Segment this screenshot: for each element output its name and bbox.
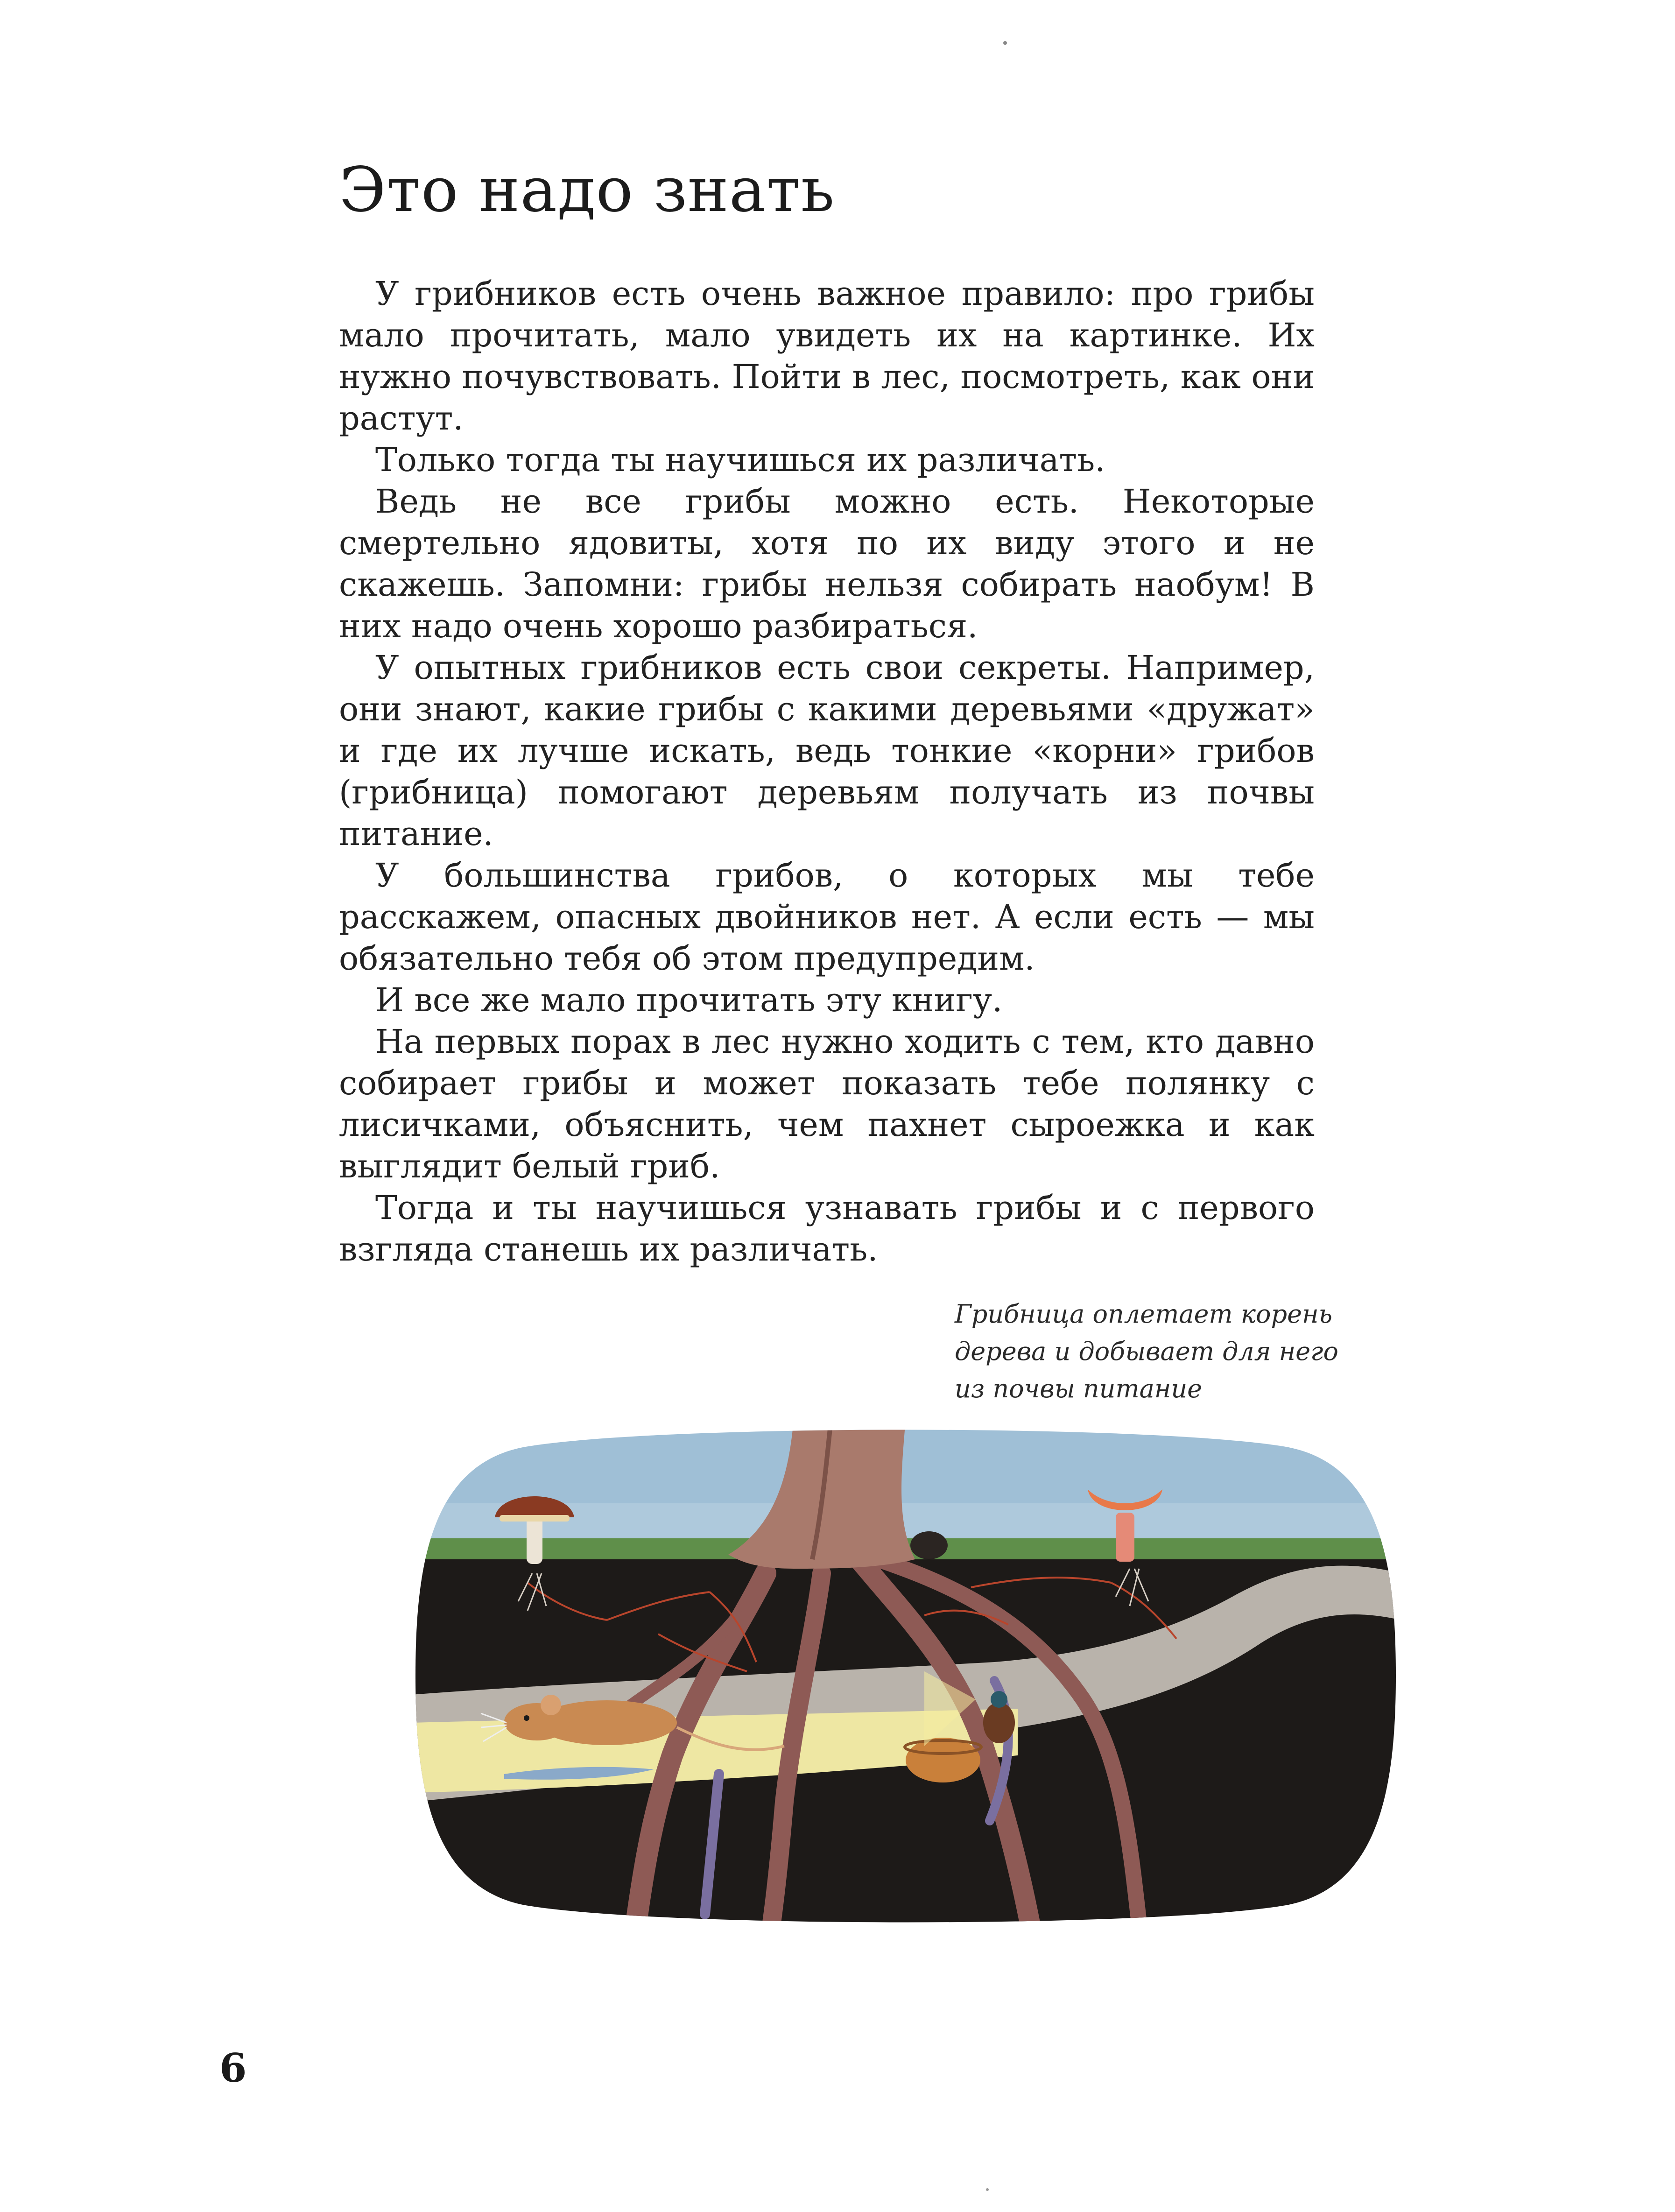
mouse-eye (524, 1715, 529, 1721)
speck (1003, 41, 1007, 45)
body-text (339, 273, 1315, 1270)
mycelium-illustration (411, 1419, 1401, 1933)
chanterelle-stem (1116, 1513, 1134, 1562)
paragraph: Ведь не все грибы можно есть. Некоторые смертельно ядовиты, хотя по их виду этого и не скажешь. Запомни: грибы нельзя собирать наобум! В них надо очень хорошо разбираться. (339, 482, 1315, 645)
page-number: 6 (219, 2045, 247, 2091)
caption-line: дерева и добывает для него (955, 1337, 1338, 1366)
burrow-hole (910, 1531, 948, 1559)
caption-line: из почвы питание (955, 1374, 1203, 1403)
page-title: Это надо знать (339, 154, 835, 226)
paragraph: Тогда и ты научишься узнавать грибы и с первого взгляда станешь их различать. (339, 1189, 1315, 1268)
mushroom-gills (500, 1515, 570, 1522)
paragraph: У большинства грибов, о которых мы тебе расскажем, опасных двойников нет. А если есть — мы обязательно тебя об этом предупредим. (339, 856, 1315, 978)
caption-line: Грибница оплетает корень (955, 1299, 1333, 1329)
basket (906, 1738, 980, 1782)
beetle-body (983, 1702, 1015, 1743)
paragraph: На первых порах в лес нужно ходить с тем, кто давно собирает грибы и может показать тебе полянку с лисичками, объяснить, чем пахнет сыроежка и как выглядит белый гриб. (339, 1022, 1315, 1185)
paragraph: У грибников есть очень важное правило: про грибы мало прочитать, мало увидеть их на картинке. Их нужно почувствовать. Пойти в лес, посмотреть, как они растут. (339, 275, 1315, 437)
illustration-caption (955, 1296, 1356, 1408)
paragraph: И все же мало прочитать эту книгу. (375, 981, 1003, 1019)
paragraph: Только тогда ты научишься их различать. (375, 441, 1105, 479)
paragraph: У опытных грибников есть свои секреты. Например, они знают, какие грибы с какими деревьями «дружат» и где их лучше искать, ведь тонкие «корни» грибов (грибница) помогают деревьям получать из почвы питание. (339, 648, 1315, 853)
beetle-head (991, 1691, 1007, 1708)
mouse-ear (541, 1695, 561, 1715)
speck (986, 2188, 989, 2191)
